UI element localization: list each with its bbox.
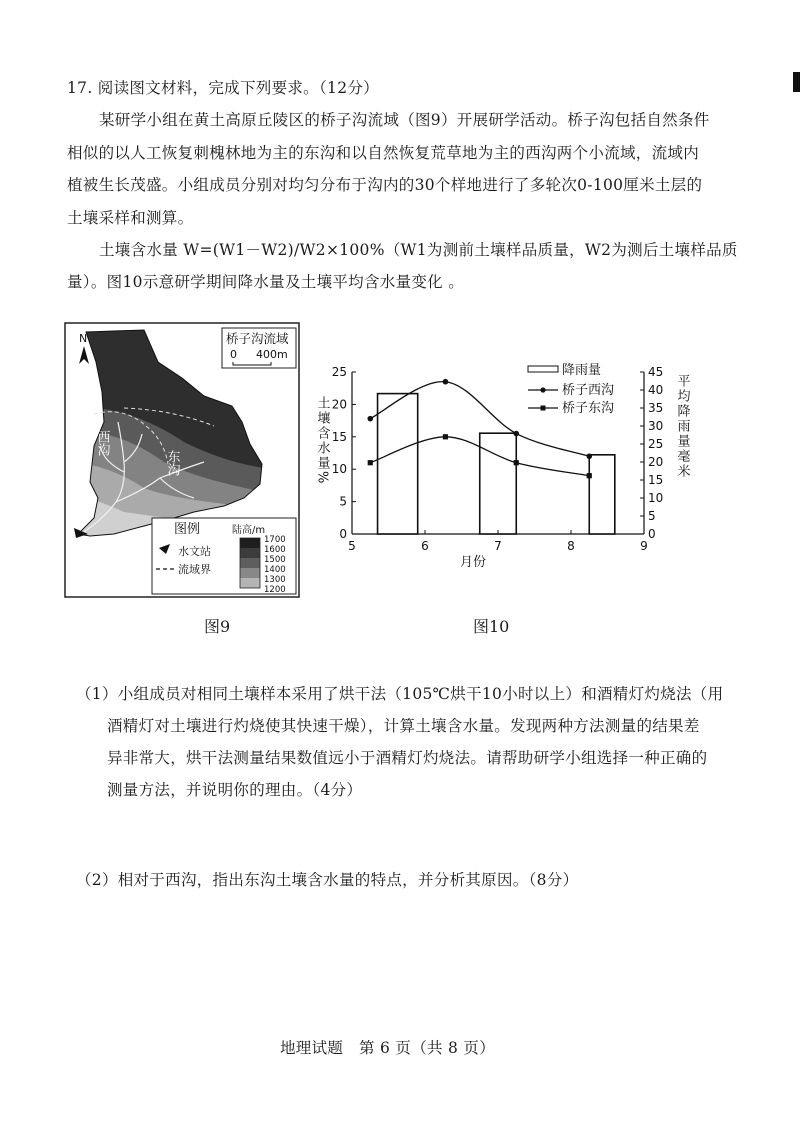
- y-left-tick-label: 25: [331, 365, 347, 379]
- q2-text: （2）相对于西沟，指出东沟土壤含水量的特点，并分析其原因。（8分）: [76, 871, 579, 889]
- margin-mark: [793, 72, 800, 92]
- formula-line-1: 土壤含水量 W=(W1－W2)/W2×100%（W1为测前土壤样品质量，W2为测后土壤样品质: [99, 241, 738, 259]
- y-right-tick-label: 15: [648, 473, 664, 487]
- elev-swatch-3: [240, 558, 260, 568]
- formula-line-2: 量）。图10示意研学期间降水量及土壤平均含水量变化 。: [67, 273, 465, 291]
- legend-east-label: 桥子东沟: [562, 401, 615, 416]
- q1-line-2: 酒精灯对土壤进行灼烧使其快速干燥），计算土壤含水量。发现两种方法测量的结果差: [107, 717, 700, 735]
- elev-swatch-1: [240, 538, 260, 548]
- y-right-tick-label: 10: [648, 491, 664, 505]
- y-right-tick-label: 45: [648, 365, 664, 379]
- y-left-tick-label: 5: [339, 494, 347, 509]
- figure-9-map: [64, 322, 300, 598]
- label-east-gully: 东沟: [164, 450, 180, 476]
- x-axis-title: 月份: [460, 555, 487, 570]
- x-tick-label: 6: [421, 539, 429, 553]
- y-right-tick-label: 40: [648, 383, 664, 397]
- elev-swatch-5: [240, 578, 260, 588]
- figure-10-caption: 图10: [473, 617, 510, 636]
- east-gully-point: [368, 460, 373, 465]
- y-left-tick-label: 20: [331, 397, 347, 412]
- q1-line-1: （1）小组成员对相同土壤样本采用了烘干法（105℃烘干10小时以上）和酒精灯灼烧法（用: [76, 685, 724, 703]
- west-gully-point: [367, 416, 373, 422]
- legend-station-label: 水文站: [178, 545, 211, 558]
- figure-10-chart: [310, 330, 710, 580]
- page-footer: 地理试题 第 6 页（共 8 页）: [280, 1039, 496, 1057]
- elevation-title: 陆高/m: [232, 525, 266, 536]
- y-right-tick-label: 0: [648, 527, 656, 541]
- y-right-tick-label: 35: [648, 401, 664, 415]
- x-tick-label: 5: [348, 539, 356, 553]
- elev-label-1400: 1400: [264, 565, 286, 575]
- rainfall-bar: [589, 455, 615, 534]
- elev-swatch-4: [240, 568, 260, 578]
- stem-line-1: 某研学小组在黄土高原丘陵区的桥子沟流域（图9）开展研学活动。桥子沟包括自然条件: [99, 111, 710, 129]
- elev-label-1600: 1600: [264, 545, 286, 555]
- question-header: 17. 阅读图文材料，完成下列要求。（12分）: [67, 79, 379, 97]
- west-gully-point: [443, 379, 449, 385]
- x-tick-label: 7: [494, 539, 502, 553]
- q1-line-3: 异非常大，烘干法测量结果数值远小于酒精灯灼烧法。请帮助研学小组选择一种正确的: [107, 749, 708, 767]
- west-gully-point: [513, 431, 519, 437]
- elev-label-1500: 1500: [264, 555, 286, 565]
- legend-title: 图例: [174, 522, 201, 537]
- y-left-tick-label: 15: [331, 429, 347, 444]
- elev-label-1200: 1200: [264, 585, 286, 595]
- elev-swatch-2: [240, 548, 260, 558]
- scale-zero: 0: [230, 348, 237, 361]
- stem-line-3: 植被生长茂盛。小组成员分别对均匀分布于沟内的30个样地进行了多轮次0-100厘米土层的: [67, 176, 703, 194]
- label-west-gully: 西沟: [94, 430, 110, 456]
- y-right-tick-label: 30: [648, 419, 664, 433]
- x-tick-label: 9: [640, 539, 648, 553]
- west-gully-point: [586, 453, 592, 459]
- x-tick-label: 8: [567, 539, 575, 553]
- legend-east-marker: [541, 406, 546, 411]
- y-left-tick-label: 10: [331, 462, 347, 477]
- y-right-tick-label: 5: [648, 509, 656, 523]
- y-right-tick-label: 25: [648, 437, 664, 451]
- figure-9-caption: 图9: [204, 617, 231, 636]
- east-gully-point: [587, 473, 592, 478]
- rainfall-bar: [480, 433, 517, 534]
- north-label: N: [79, 332, 88, 345]
- stem-line-4: 土壤采样和测算。: [67, 209, 194, 227]
- q1-line-4: 测量方法，并说明你的理由。（4分）: [107, 781, 363, 799]
- elev-label-1700: 1700: [264, 535, 286, 545]
- legend-boundary-label: 流域界: [178, 563, 211, 576]
- east-gully-point: [514, 460, 519, 465]
- rainfall-bar: [378, 394, 418, 534]
- elev-label-1300: 1300: [264, 575, 286, 585]
- stem-line-2: 相似的以人工恢复刺槐林地为主的东沟和以自然恢复荒草地为主的西沟两个小流域，流域内: [67, 144, 700, 162]
- y-right-tick-label: 20: [648, 455, 664, 469]
- y-right-title: 平均降雨量毫米: [674, 374, 690, 479]
- y-left-tick-label: 0: [339, 527, 347, 541]
- legend-rainfall-swatch: [528, 366, 558, 372]
- legend-west-label: 桥子西沟: [562, 383, 615, 398]
- map-title: 桥子沟流域: [226, 331, 289, 346]
- legend-rainfall-label: 降雨量: [562, 363, 602, 378]
- east-gully-point: [443, 434, 448, 439]
- chart-legend: [528, 363, 614, 416]
- y-left-title: 土壤含水量%: [314, 396, 330, 486]
- legend-west-marker: [540, 387, 545, 392]
- scale-value: 400m: [256, 348, 288, 361]
